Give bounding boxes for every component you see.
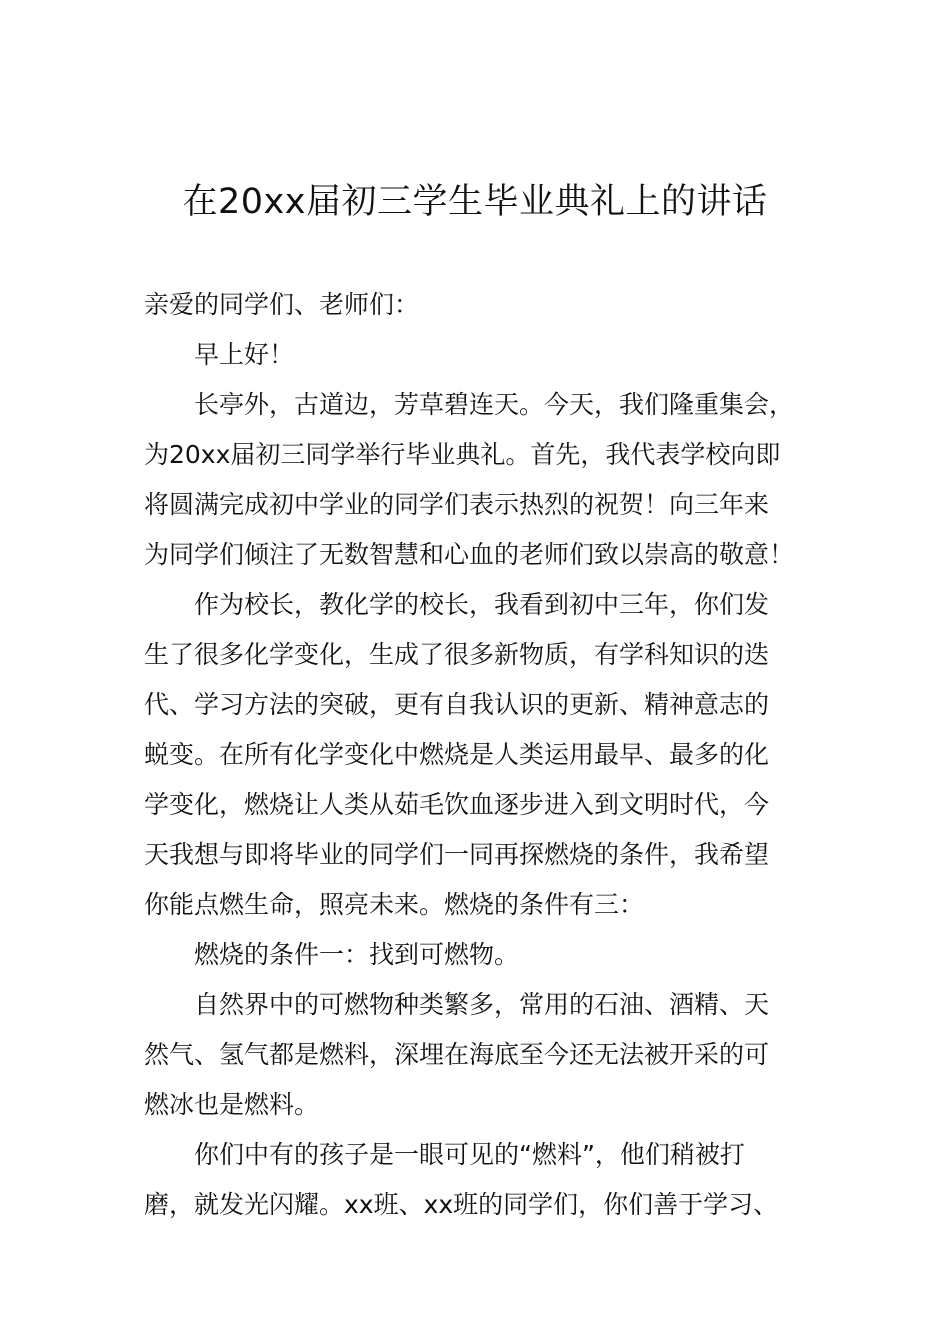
greeting-line: 早上好！ (194, 340, 295, 369)
paragraph-line: 然气、氢气都是燃料，深埋在海底至今还无法被开采的可 (144, 1040, 770, 1069)
paragraph-line: 自然界中的可燃物种类繁多，常用的石油、酒精、天 (194, 990, 770, 1019)
paragraph-line: 磨，就发光闪耀。xx班、xx班的同学们，你们善于学习、 (144, 1190, 779, 1219)
paragraph-line: 蜕变。在所有化学变化中燃烧是人类运用最早、最多的化 (144, 740, 770, 769)
paragraph-line: 为同学们倾注了无数智慧和心血的老师们致以崇高的敬意！ (144, 540, 795, 569)
paragraph-line: 长亭外，古道边，芳草碧连天。今天，我们隆重集会， (194, 390, 795, 419)
paragraph-line: 燃冰也是燃料。 (144, 1090, 320, 1119)
document-title: 在20xx届初三学生毕业典礼上的讲话 (182, 182, 768, 222)
salutation-line: 亲爱的同学们、老师们： (144, 290, 420, 319)
paragraph-line: 你们中有的孩子是一眼可见的“燃料”，他们稍被打 (194, 1140, 745, 1169)
paragraph-line: 学变化，燃烧让人类从茹毛饮血逐步进入到文明时代，今 (144, 790, 770, 819)
document-body (144, 280, 812, 1230)
paragraph-line: 天我想与即将毕业的同学们一同再探燃烧的条件，我希望 (144, 840, 770, 869)
paragraph-line: 为20xx届初三同学举行毕业典礼。首先，我代表学校向即 (144, 440, 781, 469)
section-heading-line: 燃烧的条件一：找到可燃物。 (194, 940, 520, 969)
paragraph-line: 你能点燃生命，照亮未来。燃烧的条件有三： (144, 890, 645, 919)
paragraph-line: 将圆满完成初中学业的同学们表示热烈的祝贺！向三年来 (144, 490, 770, 519)
paragraph-line: 代、学习方法的突破，更有自我认识的更新、精神意志的 (144, 690, 770, 719)
paragraph-line: 作为校长，教化学的校长，我看到初中三年，你们发 (194, 590, 770, 619)
paragraph-line: 生了很多化学变化，生成了很多新物质，有学科知识的迭 (144, 640, 770, 669)
